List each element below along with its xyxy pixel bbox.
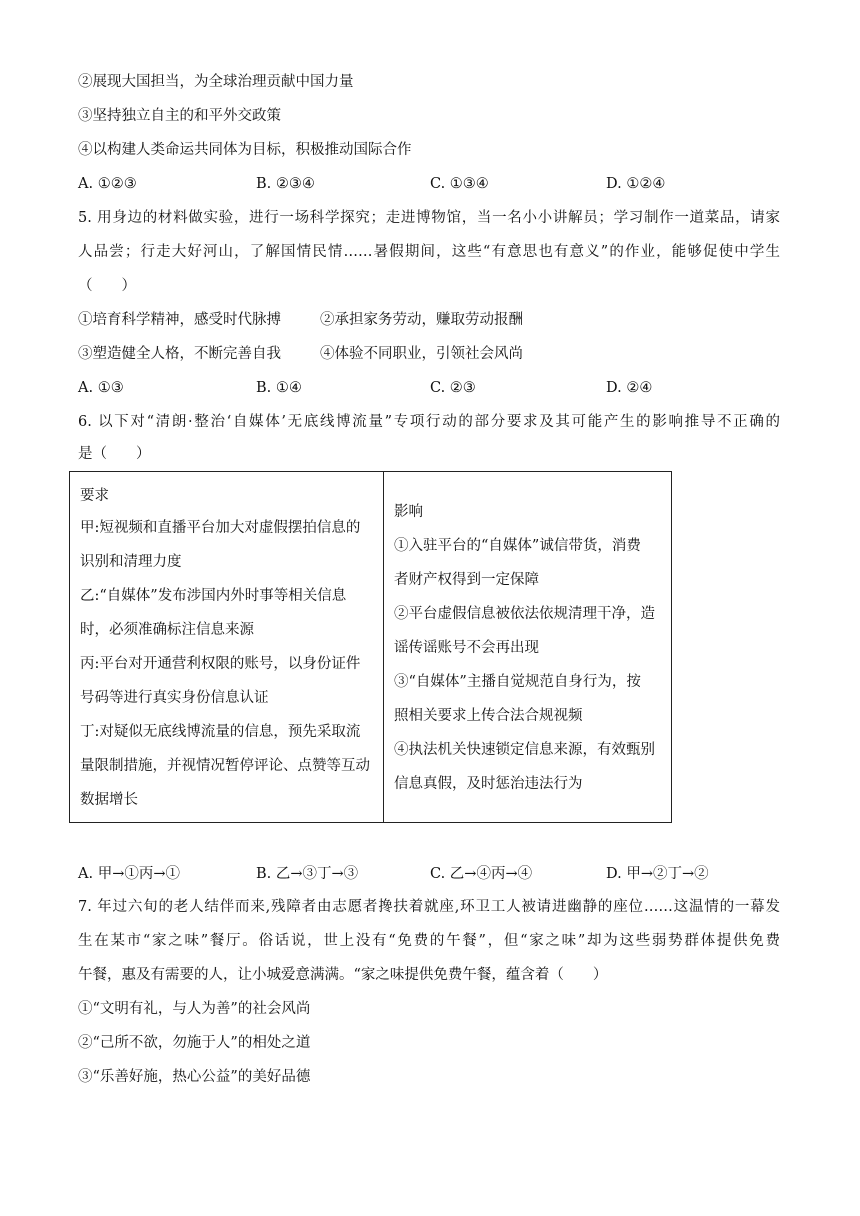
q6-table-requirements-header: 要求 (80, 488, 109, 504)
q6-table-requirements-cell (70, 472, 384, 823)
q6-requirement-line: 量限制措施，并视情况暂停评论、点赞等互动 (80, 758, 370, 774)
q6-impact-line: 谣传谣账号不会再出现 (394, 640, 539, 656)
q4-option-b[interactable]: B. ②③④ (256, 176, 315, 192)
q5-stem-line1: 5. 用身边的材料做实验，进行一场科学探究；走进博物馆，当一名小小讲解员；学习制作一道菜品，请家 (78, 210, 780, 226)
q5-stem-line3: （ ） (78, 278, 136, 294)
q6-impact-line: 信息真假，及时惩治违法行为 (394, 776, 583, 792)
q6-requirement-line: 识别和清理力度 (80, 554, 182, 570)
q6-requirement-line: 时，必须准确标注信息来源 (80, 622, 254, 638)
q6-option-c[interactable]: C. 乙→④丙→④ (430, 866, 533, 882)
q4-option-d[interactable]: D. ①②④ (606, 176, 666, 192)
q4-choice-4: ④以构建人类命运共同体为目标，积极推动国际合作 (78, 142, 412, 158)
q5-choice-row-2 (78, 344, 678, 364)
q7-stem-line1: 7. 年过六旬的老人结伴而来,残障者由志愿者搀扶着就座,环卫工人被请进幽静的座位……这温情的一幕发 (78, 899, 780, 915)
q6-options (78, 864, 778, 884)
q4-options (78, 174, 778, 194)
q5-choice-row-1 (78, 310, 678, 330)
q6-impact-line: ②平台虚假信息被依法依规清理干净，造 (394, 606, 655, 622)
q7-choice-3: ③“乐善好施，热心公益”的美好品德 (78, 1069, 311, 1085)
q6-table (69, 471, 672, 823)
q6-impact-line: ①入驻平台的“自媒体”诚信带货，消费 (394, 538, 641, 554)
q4-option-a[interactable]: A. ①②③ (78, 176, 137, 192)
q6-option-b[interactable]: B. 乙→③丁→③ (256, 866, 359, 882)
q5-stem-line2: 人品尝；行走大好河山，了解国情民情……暑假期间，这些“有意思也有意义”的作业，能够促使中学生 (78, 244, 780, 260)
q4-choice-2: ②展现大国担当，为全球治理贡献中国力量 (78, 74, 354, 90)
q6-table-impacts-cell (384, 472, 672, 823)
q5-option-b[interactable]: B. ①④ (256, 380, 302, 396)
q6-impact-line: ④执法机关快速锁定信息来源，有效甄别 (394, 742, 655, 758)
q6-option-a[interactable]: A. 甲→①丙→① (78, 866, 180, 882)
q5-options (78, 378, 778, 398)
q7-stem-line2: 生在某市“家之味”餐厅。俗话说，世上没有“免费的午餐”，但“家之味”却为这些弱势群体提供免费 (78, 933, 780, 949)
q5-choice-2: ②承担家务劳动，赚取劳动报酬 (320, 312, 523, 328)
q7-stem-line3: 午餐，惠及有需要的人，让小城爱意满满。“家之味提供免费午餐，蕴含着（ ） (78, 967, 608, 983)
q4-choice-3: ③坚持独立自主的和平外交政策 (78, 108, 281, 124)
q7-choice-1: ①“文明有礼，与人为善”的社会风尚 (78, 1001, 311, 1017)
q7-choice-2: ②“己所不欲，勿施于人”的相处之道 (78, 1035, 311, 1051)
q5-option-a[interactable]: A. ①③ (78, 380, 124, 396)
q6-requirement-line: 号码等进行真实身份信息认证 (80, 690, 269, 706)
q5-choice-3: ③塑造健全人格，不断完善自我 (78, 346, 281, 362)
q6-impact-line: ③“自媒体”主播自觉规范自身行为，按 (394, 674, 641, 690)
q5-choice-1: ①培育科学精神，感受时代脉搏 (78, 312, 281, 328)
q6-stem-line2: 是（ ） (78, 446, 151, 462)
q5-option-c[interactable]: C. ②③ (430, 380, 476, 396)
q6-requirement-line: 丁:对疑似无底线博流量的信息，预先采取流 (80, 724, 361, 740)
q5-option-d[interactable]: D. ②④ (606, 380, 653, 396)
q6-requirement-line: 乙:“自媒体”发布涉国内外时事等相关信息 (80, 588, 347, 604)
q6-table-impacts-header: 影响 (394, 504, 423, 520)
q6-option-d[interactable]: D. 甲→②丁→② (606, 866, 709, 882)
q6-impact-line: 照相关要求上传合法合规视频 (394, 708, 583, 724)
q6-requirement-line: 丙:平台对开通营利权限的账号，以身份证件 (80, 656, 361, 672)
q6-impact-line: 者财产权得到一定保障 (394, 572, 539, 588)
q6-requirement-line: 数据增长 (80, 792, 138, 808)
q4-option-c[interactable]: C. ①③④ (430, 176, 489, 192)
q6-requirement-line: 甲:短视频和直播平台加大对虚假摆拍信息的 (80, 520, 361, 536)
q5-choice-4: ④体验不同职业，引领社会风尚 (320, 346, 523, 362)
q6-stem-line1: 6. 以下对“清朗·整治‘自媒体’无底线博流量”专项行动的部分要求及其可能产生的影响推导不正确的 (78, 414, 780, 430)
